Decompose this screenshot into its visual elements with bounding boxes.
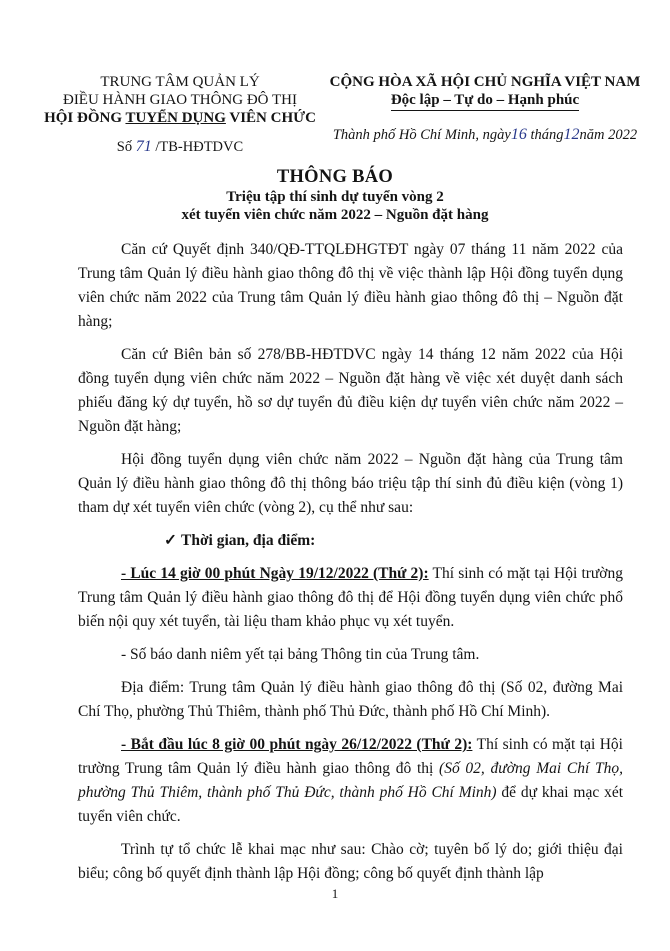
document-body — [78, 238, 623, 895]
document-number-suffix: /TB-HĐTDVC — [155, 139, 244, 155]
session-2-detail: Thí sinh có mặt tại Hội trường Trung tâm Quản lý điều hành giao thông đô thị — [78, 736, 623, 777]
document-number-handwritten: 71 — [135, 138, 152, 155]
document-subtitle-line2: xét tuyển viên chức năm 2022 – Nguồn đặt hàng — [181, 207, 489, 223]
issue-date-place: Thành phố Hồ Chí Minh, ngày — [332, 127, 511, 143]
document-number — [40, 138, 320, 156]
council-name-part3: VIÊN CHỨC — [225, 110, 316, 126]
council-name — [40, 109, 320, 127]
paragraph-opening-order: Trình tự tổ chức lễ khai mạc như sau: Chào cờ; tuyên bố lý do; giới thiệu đại biểu; công bố quyết định thành lập Hội đồng; công bố quyết định thành lập — [78, 841, 623, 882]
issue-date-month: 12 — [563, 126, 580, 143]
paragraph-session-1 — [78, 562, 623, 634]
title-block — [40, 166, 630, 224]
section-heading-text: Thời gian, địa điểm: — [181, 532, 316, 549]
agency-name-line1: TRUNG TÂM QUẢN LÝ — [100, 74, 260, 90]
document-title: THÔNG BÁO — [276, 167, 394, 187]
national-title: CỘNG HÒA XÃ HỘI CHỦ NGHĨA VIỆT NAM — [329, 74, 641, 90]
paragraph-location: Địa điểm: Trung tâm Quản lý điều hành giao thông đô thị (Số 02, đường Mai Chí Thọ, phường Thủ Thiêm, thành phố Thủ Đức, thành phố Hồ Chí Minh). — [78, 679, 623, 720]
session-2-purpose: để dự khai mạc xét tuyển viên chức. — [78, 784, 624, 825]
document-number-prefix: Số — [116, 139, 133, 155]
checkmark-icon: ✓ — [164, 532, 177, 549]
issue-date-day: 16 — [510, 126, 527, 143]
issue-date-month-label: tháng — [530, 127, 564, 143]
paragraph-session-2 — [78, 733, 623, 829]
header-national-block — [320, 73, 650, 144]
issue-date-year: năm 2022 — [579, 127, 638, 143]
header-agency-block — [40, 73, 320, 156]
paragraph-legal-basis-1: Căn cứ Quyết định 340/QĐ-TTQLĐHGTĐT ngày 07 tháng 11 năm 2022 của Trung tâm Quản lý điều hành giao thông đô thị về việc thành lập Hội đồng tuyển dụng viên chức năm 2022 của Trung tâm Quản lý điều hành giao thông đô thị – Nguồn đặt hàng; — [78, 241, 623, 330]
council-name-part2: TUYỂN DỤNG — [125, 110, 226, 126]
council-name-part1: HỘI ĐỒNG — [44, 110, 126, 126]
session-2-time: - Bắt đầu lúc 8 giờ 00 phút ngày 26/12/2022 (Thứ 2): — [121, 736, 473, 753]
page-number: 1 — [331, 886, 339, 901]
session-2-address: (Số 02, đường Mai Chí Thọ, phường Thủ Thiêm, thành phố Thủ Đức, thành phố Hồ Chí Minh) — [78, 760, 623, 801]
issue-date — [320, 126, 650, 144]
paragraph-candidate-number: - Số báo danh niêm yết tại bảng Thông tin của Trung tâm. — [121, 646, 480, 663]
paragraph-announcement: Hội đồng tuyển dụng viên chức năm 2022 – Nguồn đặt hàng của Trung tâm Quản lý điều hành giao thông đô thị thông báo triệu tập thí sinh đủ điều kiện (vòng 1) tham dự xét tuyển viên chức (vòng 2), cụ thể như sau: — [78, 451, 623, 516]
session-1-detail: Thí sinh có mặt tại Hội trường Trung tâm Quản lý điều hành giao thông đô thị để Hội đồng tuyển dụng viên chức phổ biến nội quy xét tuyển, tài liệu tham khảo phục vụ xét tuyển. — [78, 565, 624, 630]
session-1-time: - Lúc 14 giờ 00 phút Ngày 19/12/2022 (Thứ 2): — [121, 565, 429, 582]
national-motto: Độc lập – Tự do – Hạnh phúc — [391, 91, 579, 111]
section-heading — [78, 529, 623, 553]
agency-name-line2: ĐIỀU HÀNH GIAO THÔNG ĐÔ THỊ — [62, 92, 297, 108]
document-subtitle-line1: Triệu tập thí sinh dự tuyển vòng 2 — [226, 189, 444, 205]
paragraph-legal-basis-2: Căn cứ Biên bản số 278/BB-HĐTDVC ngày 14 tháng 12 năm 2022 của Hội đồng tuyển dụng viên chức năm 2022 – Nguồn đặt hàng về việc xét duyệt danh sách phiếu đăng ký dự tuyển, hồ sơ dự tuyển đủ điều kiện dự tuyển viên chức năm 2022 – Nguồn đặt hàng; — [78, 346, 623, 435]
